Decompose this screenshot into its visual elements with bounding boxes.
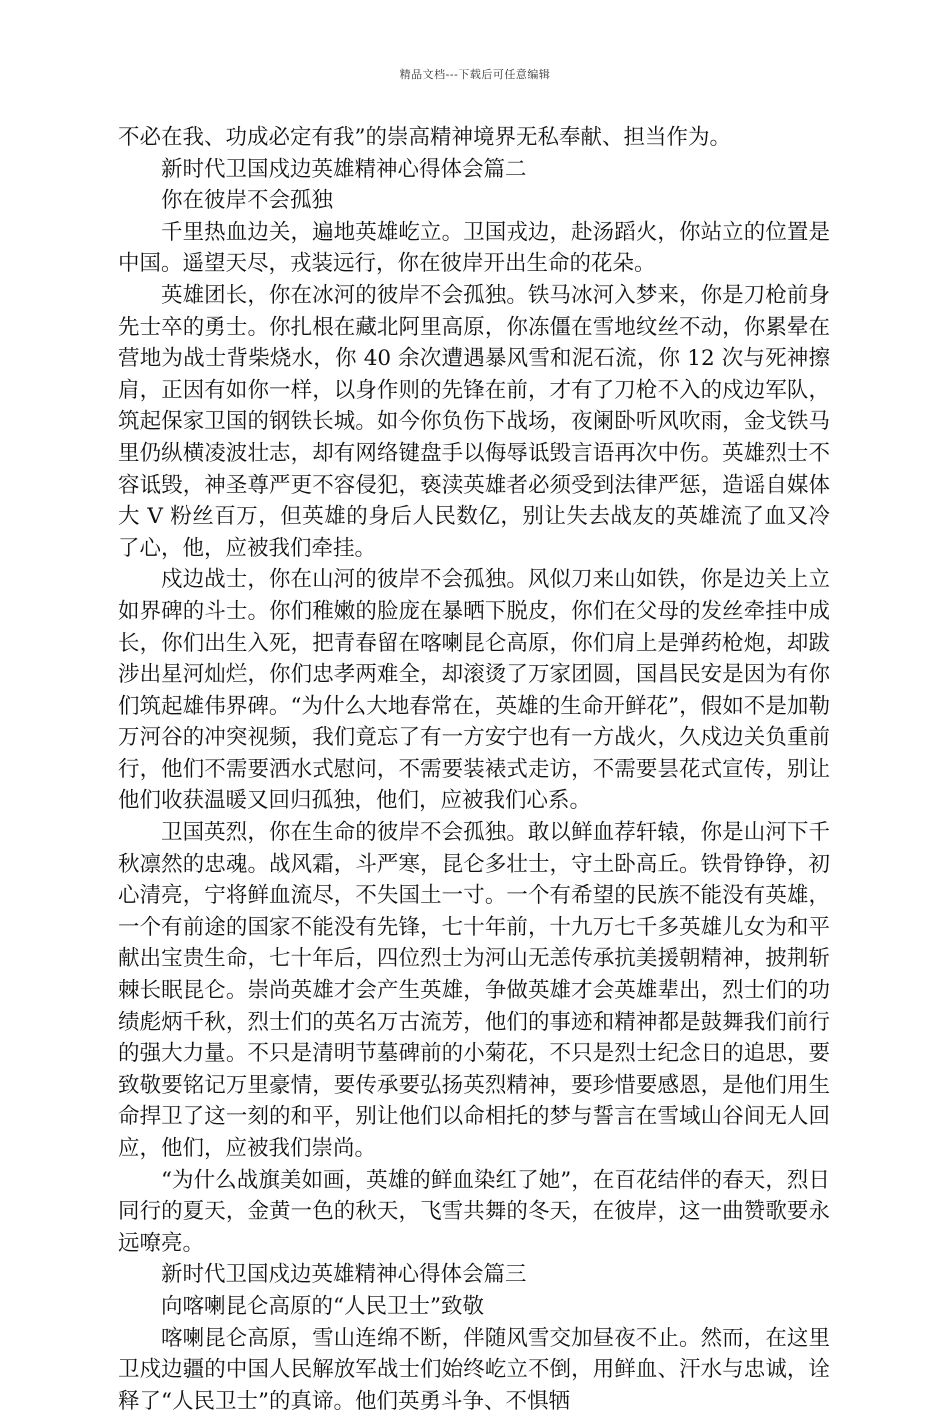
section-heading-part-three: 新时代卫国戍边英雄精神心得体会篇三 xyxy=(161,1262,527,1288)
paragraph: 卫国英烈，你在生命的彼岸不会孤独。敢以鲜血荐轩辕，你是山河下千秋凛然的忠魂。战风霜，斗严寒，昆仑多壮士，守土卧高丘。铁骨铮铮，初心清亮，宁将鲜血流尽，不失国土一寸。一个有希望的民族不能没有英雄，一个有前途的国家不能没有先锋，七十年前，十九万七千多英雄儿女为和平献出宝贵生命，七十年后，四位烈士为河山无恙传承抗美援朝精神，披荆斩棘长眠昆仑。崇尚英雄才会产生英雄，争做英雄才会英雄辈出，烈士们的功绩彪炳千秋，烈士们的英名万古流芳，他们的事迹和精神都是鼓舞我们前行的强大力量。不只是清明节墓碑前的小菊花，不只是烈士纪念日的追思，要致敬要铭记万里豪情，要传承要弘扬英烈精神，要珍惜要感恩，是他们用生命捍卫了这一刻的和平，别让他们以命相托的梦与誓言在雪域山谷间无人回应，他们，应被我们崇尚。 xyxy=(118,820,830,1161)
paragraph: “为什么战旗美如画，英雄的鲜血染红了她”，在百花结伴的春天，烈日同行的夏天，金黄一色的秋天，飞雪共舞的冬天，在彼岸，这一曲赞歌要永远嘹亮。 xyxy=(118,1167,830,1256)
page-header: 精品文档---下载后可任意编辑 xyxy=(399,68,551,81)
section-subtitle: 你在彼岸不会孤独 xyxy=(161,188,334,214)
paragraph: 戍边战士，你在山河的彼岸不会孤独。风似刀来山如铁，你是边关上立如界碑的斗士。你们稚嫩的脸庞在暴晒下脱皮，你们在父母的发丝牵挂中成长，你们出生入死，把青春留在喀喇昆仑高原，你们肩上是弹药枪炮，却跋涉出星河灿烂，你们忠孝两难全，却滚烫了万家团圆，国昌民安是因为有你们筑起雄伟界碑。“为什么大地春常在，英雄的生命开鲜花”，假如不是加勒万河谷的冲突视频，我们竟忘了有一方安宁也有一方战火，久戍边关负重前行，他们不需要洒水式慰问，不需要装裱式走访，不需要昙花式宣传，别让他们收获温暖又回归孤独，他们，应被我们心系。 xyxy=(118,567,830,814)
paragraph: 千里热血边关，遍地英雄屹立。卫国戎边，赴汤蹈火，你站立的位置是中国。遥望天尽，戎装远行，你在彼岸开出生命的花朵。 xyxy=(118,219,830,277)
section-heading-part-two: 新时代卫国戍边英雄精神心得体会篇二 xyxy=(161,156,527,182)
paragraph-continuation: 不必在我、功成必定有我”的崇高精神境界无私奉献、担当作为。 xyxy=(118,125,731,150)
paragraph: 喀喇昆仑高原，雪山连绵不断，伴随风雪交加昼夜不止。然而，在这里卫戍边疆的中国人民解放军战士们始终屹立不倒，用鲜血、汗水与忠诚，诠释了“人民卫士”的真谛。他们英勇斗争、不惧牺 xyxy=(118,1325,830,1414)
paragraph: 英雄团长，你在冰河的彼岸不会孤独。铁马冰河入梦来，你是刀枪前身先士卒的勇士。你扎根在藏北阿里高原，你冻僵在雪地纹丝不动，你累晕在营地为战士背柴烧水，你 40 余次遭遇暴风雪和泥石流，你 12 次与死神擦肩，正因有如你一样，以身作则的先锋在前，才有了刀枪不入的戍边军队，筑起保家卫国的钢铁长城。如今你负伤下战场，夜阑卧听风吹雨，金戈铁马里仍纵横凌波壮志，却有网络键盘手以侮辱诋毁言语再次中伤。英雄烈士不容诋毁，神圣尊严更不容侵犯，亵渎英雄者必须受到法律严惩，造谣自媒体大 V 粉丝百万，但英雄的身后人民数亿，别让失去战友的英雄流了血又冷了心，他，应被我们牵挂。 xyxy=(118,282,830,561)
document-body xyxy=(118,122,830,1417)
section-subtitle: 向喀喇昆仑高原的“人民卫士”致敬 xyxy=(161,1293,484,1319)
